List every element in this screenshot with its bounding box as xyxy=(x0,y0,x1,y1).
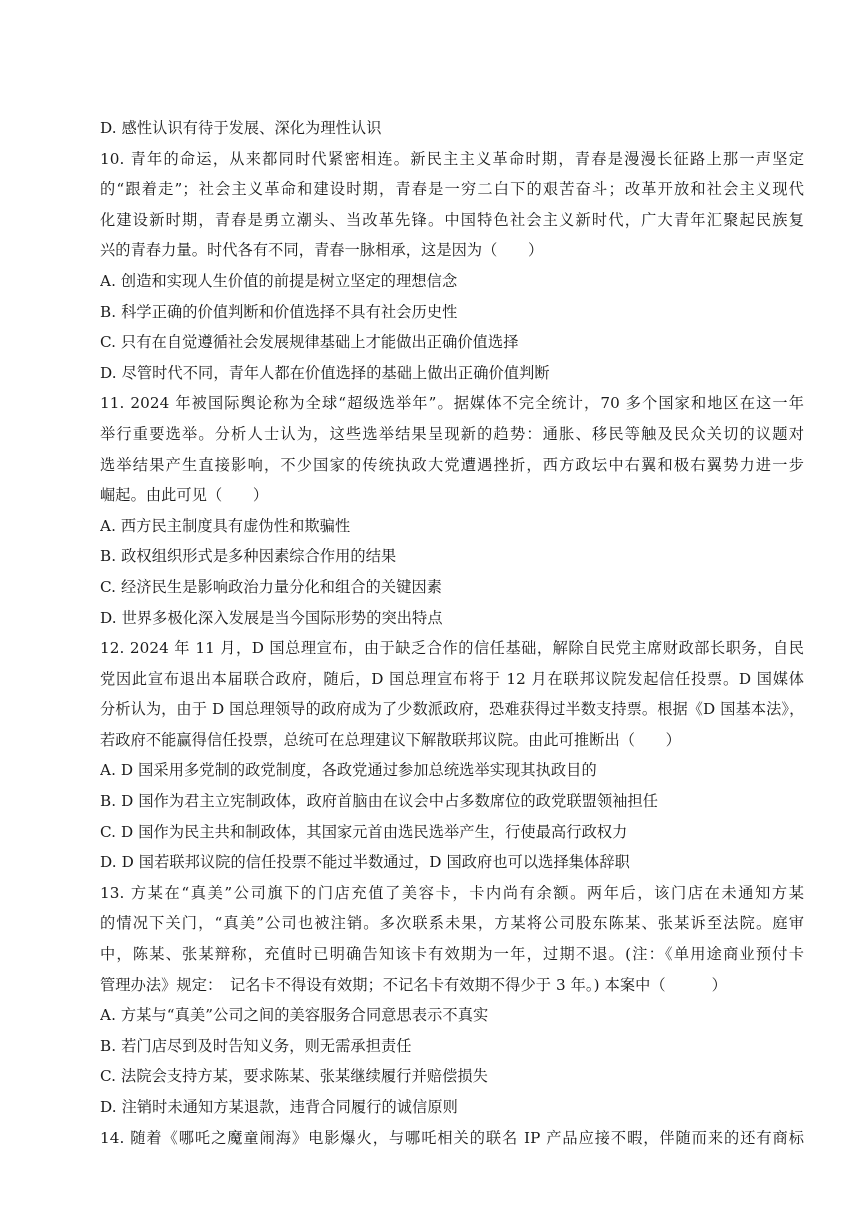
q13-option-a xyxy=(100,1000,804,1031)
q10-stem-line: 的“跟着走”；社会主义革命和建设时期，青春是一穷二白下的艰苦奋斗；改革开放和社会主义现代 xyxy=(100,180,804,199)
q10-option-d-line: D. 尽管时代不同，青年人都在价值选择的基础上做出正确价值判断 xyxy=(100,363,550,382)
q12-option-c xyxy=(100,817,804,848)
q12-option-a-line: A. D 国采用多党制的政党制度，各政党通过参加总统选举实现其执政目的 xyxy=(100,761,597,780)
q13-option-b-line: B. 若门店尽到及时告知义务，则无需承担责任 xyxy=(100,1036,412,1055)
q12-stem-line: 分析认为，由于 D 国总理领导的政府成为了少数派政府，恐难获得过半数支持票。根据《D 国基本法》， xyxy=(100,700,804,719)
q11-stem-line: 选举结果产生直接影响，不少国家的传统执政大党遭遇挫折，西方政坛中右翼和极右翼势力进一步 xyxy=(100,455,804,474)
q13-option-b xyxy=(100,1031,804,1062)
q11-stem xyxy=(100,388,804,510)
q11-option-c-line: C. 经济民生是影响政治力量分化和组合的关键因素 xyxy=(100,577,443,596)
q14-stem-line: 14. 随着《哪吒之魔童闹海》电影爆火，与哪吒相关的联名 IP 产品应接不暇，伴随而来的还有商标 xyxy=(100,1128,804,1147)
q10-stem-line: 兴的青春力量。时代各有不同，青春一脉相承，这是因为（ ） xyxy=(100,241,544,260)
q9-option-d-line: D. 感性认识有待于发展、深化为理性认识 xyxy=(100,119,382,137)
q10-option-b-line: B. 科学正确的价值判断和价值选择不具有社会历史性 xyxy=(100,302,458,321)
q11-option-a xyxy=(100,511,804,542)
q13-stem-line: 的情况下关门，“真美”公司也被注销。多次联系未果，方某将公司股东陈某、张某诉至法院。庭审 xyxy=(100,914,804,933)
q13-stem-line: 中，陈某、张某辩称，充值时已明确告知该卡有效期为一年，过期不退。(注：《单用途商业预付卡 xyxy=(100,945,804,964)
q12-option-b-line: B. D 国作为君主立宪制政体，政府首脑由在议会中占多数席位的政党联盟领袖担任 xyxy=(100,792,659,811)
q11-stem-line: 11. 2024 年被国际舆论称为全球“超级选举年”。据媒体不完全统计，70 多个国家和地区在这一年 xyxy=(100,394,804,413)
q10-option-d xyxy=(100,358,804,389)
q12-option-d-line: D. D 国若联邦议院的信任投票不能过半数通过，D 国政府也可以选择集体辞职 xyxy=(100,853,630,872)
q12-option-c-line: C. D 国作为民主共和制政体，其国家元首由选民选举产生，行使最高行政权力 xyxy=(100,822,628,841)
q13-stem-line: 管理办法》规定： 记名卡不得设有效期；不记名卡有效期不得少于 3 年。) 本案中（ ） xyxy=(100,975,727,994)
q11-option-d xyxy=(100,603,804,634)
q12-option-d xyxy=(100,847,804,878)
q11-option-b-line: B. 政权组织形式是多种因素综合作用的结果 xyxy=(100,547,397,566)
q11-stem-line: 崛起。由此可见（ ） xyxy=(100,486,269,505)
q10-option-a-line: A. 创造和实现人生价值的前提是树立坚定的理想信念 xyxy=(100,271,458,290)
q10-stem-line: 10. 青年的命运，从来都同时代紧密相连。新民主主义革命时期，青春是漫漫长征路上那一声坚定 xyxy=(100,149,804,168)
q11-option-a-line: A. 西方民主制度具有虚伪性和欺骗性 xyxy=(100,516,351,535)
q14-stem xyxy=(100,1123,804,1154)
q10-option-c xyxy=(100,327,804,358)
q9-option-d xyxy=(100,113,804,144)
q12-stem-line: 党因此宣布退出本届联合政府，随后，D 国总理宣布将于 12 月在联邦议院发起信任投票。D 国媒体 xyxy=(100,669,804,688)
q13-option-a-line: A. 方某与“真美”公司之间的美容服务合同意思表示不真实 xyxy=(100,1006,489,1025)
q13-stem xyxy=(100,878,804,1000)
q10-option-c-line: C. 只有在自觉遵循社会发展规律基础上才能做出正确价值选择 xyxy=(100,333,519,352)
q13-option-c-line: C. 法院会支持方某，要求陈某、张某继续履行并赔偿损失 xyxy=(100,1067,488,1086)
q13-option-d xyxy=(100,1092,804,1123)
q13-stem-line: 13. 方某在“真美”公司旗下的门店充值了美容卡，卡内尚有余额。两年后，该门店在未通知方某 xyxy=(100,883,804,902)
q10-option-a xyxy=(100,266,804,297)
q12-stem xyxy=(100,633,804,755)
q11-option-b xyxy=(100,541,804,572)
q12-option-b xyxy=(100,786,804,817)
q12-option-a xyxy=(100,755,804,786)
q10-stem xyxy=(100,144,804,266)
q11-option-c xyxy=(100,572,804,603)
q12-stem-line: 12. 2024 年 11 月，D 国总理宣布，由于缺乏合作的信任基础，解除自民党主席财政部长职务，自民 xyxy=(100,639,804,658)
q11-option-d-line: D. 世界多极化深入发展是当今国际形势的突出特点 xyxy=(100,608,443,627)
q12-stem-line: 若政府不能赢得信任投票，总统可在总理建议下解散联邦议院。由此可推断出（ ） xyxy=(100,730,681,749)
q11-stem-line: 举行重要选举。分析人士认为，这些选举结果呈现新的趋势：通胀、移民等触及民众关切的议题对 xyxy=(100,424,804,443)
q13-option-d-line: D. 注销时未通知方某退款，违背合同履行的诚信原则 xyxy=(100,1098,458,1116)
q13-option-c xyxy=(100,1061,804,1092)
q10-stem-line: 化建设新时期，青春是勇立潮头、当改革先锋。中国特色社会主义新时代，广大青年汇聚起民族复 xyxy=(100,210,804,229)
q10-option-b xyxy=(100,297,804,328)
